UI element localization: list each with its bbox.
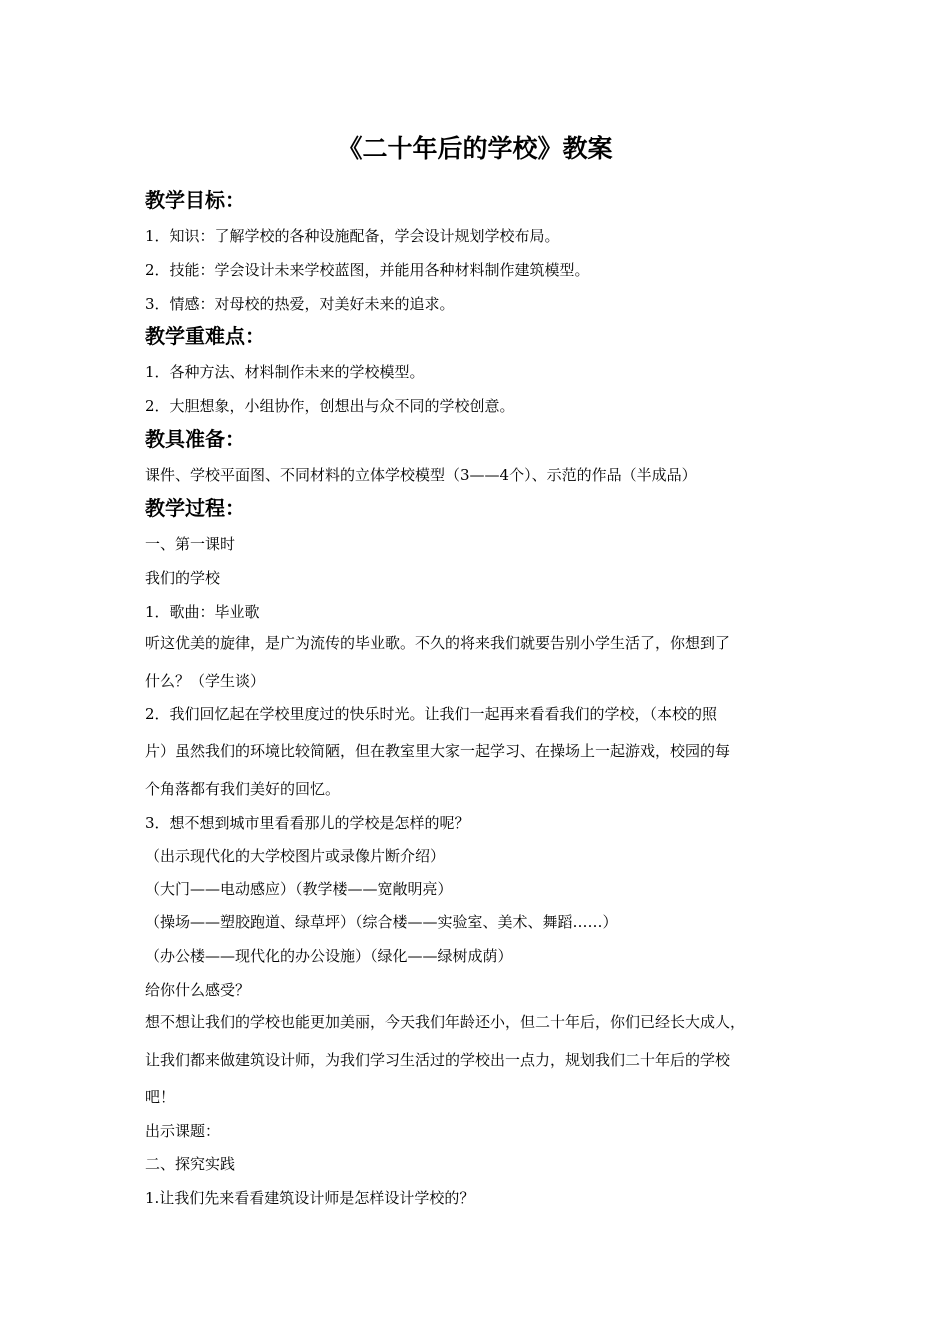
- process-line: （办公楼——现代化的办公设施）（绿化——绿树成荫）: [145, 947, 513, 965]
- process-line: 一、第一课时: [145, 535, 236, 553]
- document-title: 《二十年后的学校》教案: [337, 134, 613, 163]
- objective-item: 3．情感：对母校的热爱，对美好未来的追求。: [145, 295, 455, 313]
- process-line: 片）虽然我们的环境比较简陋，但在教室里大家一起学习、在操场上一起游戏，校园的每: [145, 742, 731, 760]
- process-line: 出示课题：: [145, 1122, 221, 1140]
- process-line: （大门——电动感应）（教学楼——宽敞明亮）: [145, 880, 453, 898]
- process-line: 我们的学校: [145, 569, 221, 587]
- objective-item: 2．技能：学会设计未来学校蓝图，并能用各种材料制作建筑模型。: [145, 261, 590, 279]
- process-line: 二、探究实践: [145, 1155, 236, 1173]
- process-line: 2．我们回忆起在学校里度过的快乐时光。让我们一起再来看看我们的学校，（本校的照: [145, 705, 718, 723]
- process-line: 1．歌曲：毕业歌: [145, 603, 260, 621]
- process-line: 吧！: [145, 1088, 176, 1106]
- objective-item: 1．知识：了解学校的各种设施配备，学会设计规划学校布局。: [145, 227, 560, 245]
- materials-item: 课件、学校平面图、不同材料的立体学校模型（3——4个）、示范的作品（半成品）: [145, 466, 697, 484]
- heading-process: 教学过程：: [145, 496, 245, 520]
- process-line: （操场——塑胶跑道、绿草坪）（综合楼——实验室、美术、舞蹈……）: [145, 913, 618, 931]
- heading-key-points: 教学重难点：: [145, 324, 265, 348]
- key-point-item: 1．各种方法、材料制作未来的学校模型。: [145, 363, 425, 381]
- process-line: 想不想让我们的学校也能更加美丽，今天我们年龄还小，但二十年后，你们已经长大成人，: [145, 1013, 746, 1031]
- process-line: （出示现代化的大学校图片或录像片断介绍）: [145, 847, 446, 865]
- heading-materials: 教具准备：: [145, 427, 245, 451]
- process-line: 个角落都有我们美好的回忆。: [145, 780, 341, 798]
- key-point-item: 2．大胆想象，小组协作，创想出与众不同的学校创意。: [145, 397, 515, 415]
- heading-objectives: 教学目标：: [145, 188, 245, 212]
- process-line: 1.让我们先来看看建筑设计师是怎样设计学校的？: [145, 1189, 475, 1207]
- process-line: 让我们都来做建筑设计师，为我们学习生活过的学校出一点力，规划我们二十年后的学校: [145, 1051, 731, 1069]
- process-line: 3．想不想到城市里看看那儿的学校是怎样的呢？: [145, 814, 470, 832]
- process-line: 听这优美的旋律，是广为流传的毕业歌。不久的将来我们就要告别小学生活了，你想到了: [145, 634, 731, 652]
- process-line: 给你什么感受？: [145, 981, 251, 999]
- process-line: 什么？（学生谈）: [145, 672, 266, 690]
